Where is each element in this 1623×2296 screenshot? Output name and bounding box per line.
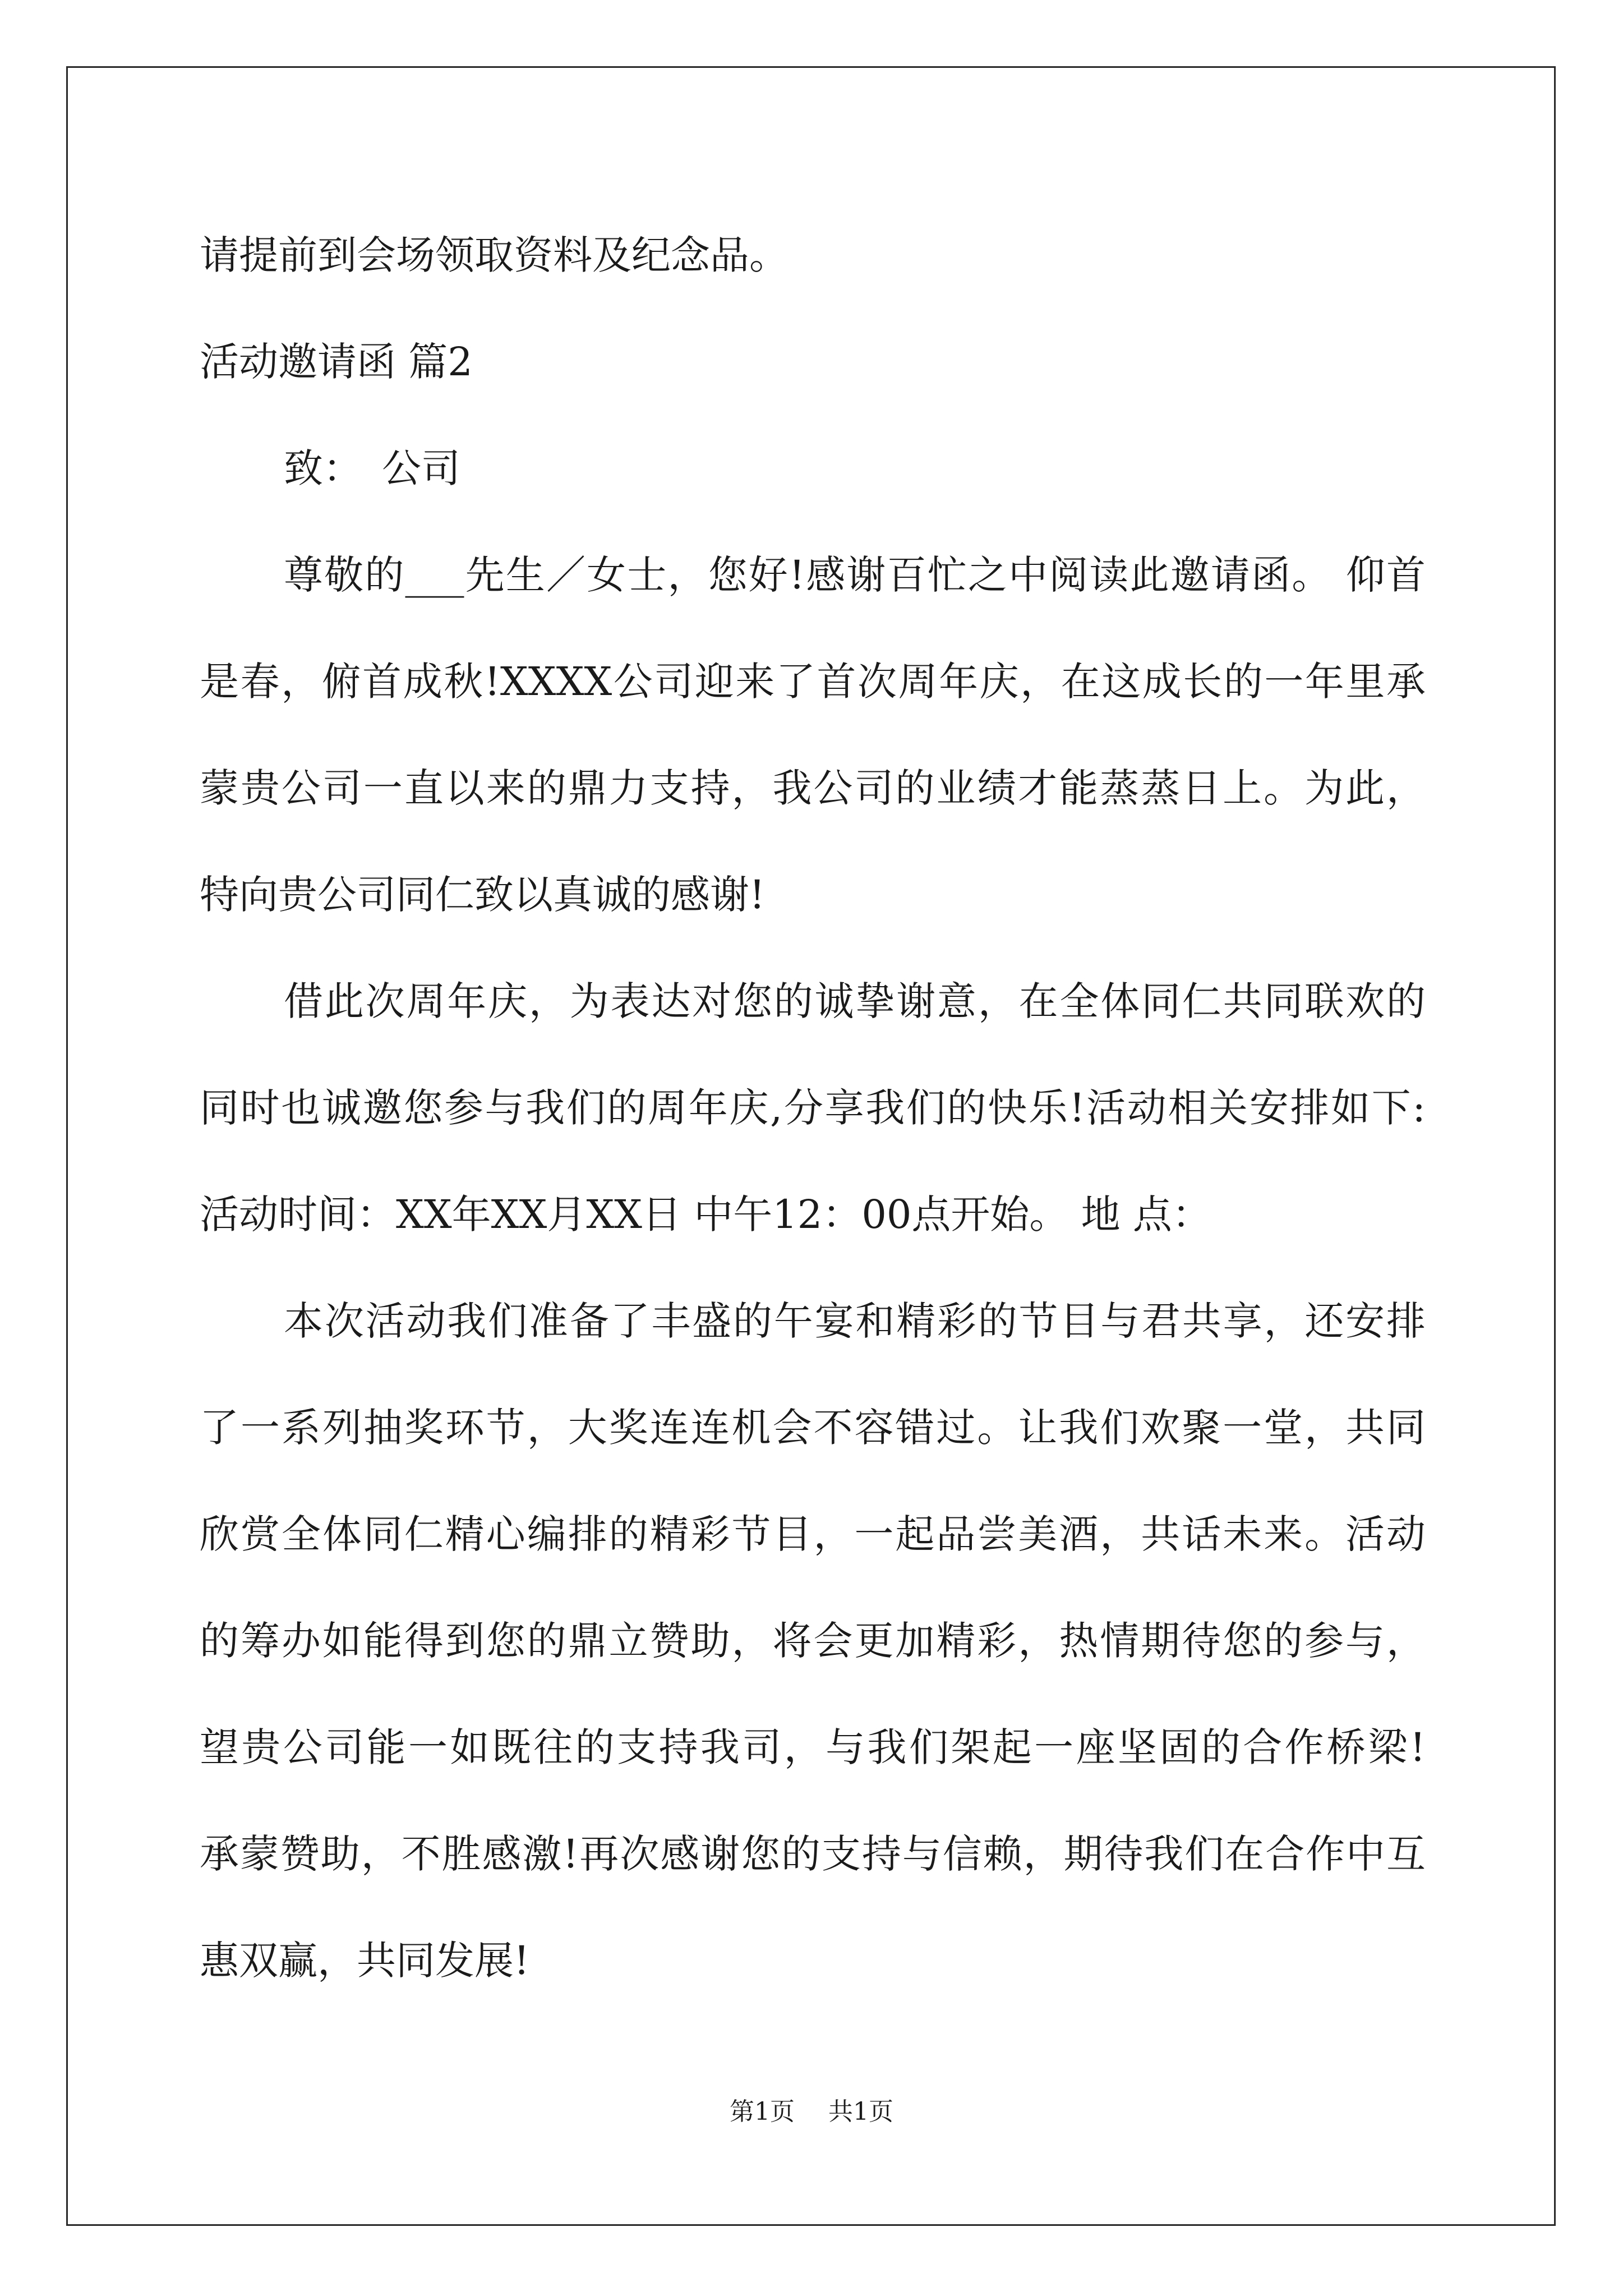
- paragraph-line: 蒙贵公司一直以来的鼎力支持，我公司的业绩才能蒸蒸日上。为此，: [200, 765, 1426, 811]
- page-total: 共1页: [828, 2097, 893, 2126]
- salutation-line: 致： 公司: [284, 445, 460, 491]
- paragraph-line: 同时也诚邀您参与我们的周年庆,分享我们的快乐!活动相关安排如下:: [200, 1085, 1426, 1131]
- paragraph-line: 了一系列抽奖环节，大奖连连机会不容错过。让我们欢聚一堂，共同: [200, 1405, 1426, 1451]
- paragraph-line: 惠双赢，共同发展!: [200, 1938, 530, 1984]
- paragraph-line: 是春，俯首成秋!XXXX公司迎来了首次周年庆，在这成长的一年里承: [200, 659, 1426, 705]
- page-number: 第1页: [730, 2097, 795, 2126]
- paragraph-line: 望贵公司能一如既往的支持我司，与我们架起一座坚固的合作桥梁!: [200, 1724, 1426, 1770]
- paragraph-line: 的筹办如能得到您的鼎立赞助，将会更加精彩，热情期待您的参与，: [200, 1618, 1426, 1664]
- paragraph-line: 欣赏全体同仁精心编排的精彩节目，一起品尝美酒，共话未来。活动: [200, 1511, 1426, 1557]
- text-line-1: 请提前到会场领取资料及纪念品。: [200, 232, 789, 278]
- page-footer: [0, 2091, 1623, 2127]
- paragraph-line: 特向贵公司同仁致以真诚的感谢!: [200, 872, 766, 918]
- paragraph-line: 本次活动我们准备了丰盛的午宴和精彩的节目与君共享，还安排: [284, 1298, 1426, 1344]
- paragraph-line: 尊敬的___先生／女士，您好!感谢百忙之中阅读此邀请函。 仰首: [284, 552, 1426, 598]
- paragraph-line: 借此次周年庆，为表达对您的诚挚谢意，在全体同仁共同联欢的: [284, 978, 1426, 1024]
- event-time-line: 活动时间：XX年XX月XX日 中午12：00点开始。 地 点：: [200, 1191, 1211, 1237]
- document-body: [200, 202, 1426, 2014]
- paragraph-line: 承蒙赞助，不胜感激!再次感谢您的支持与信赖，期待我们在合作中互: [200, 1831, 1426, 1877]
- section-heading: 活动邀请函 篇2: [200, 339, 473, 385]
